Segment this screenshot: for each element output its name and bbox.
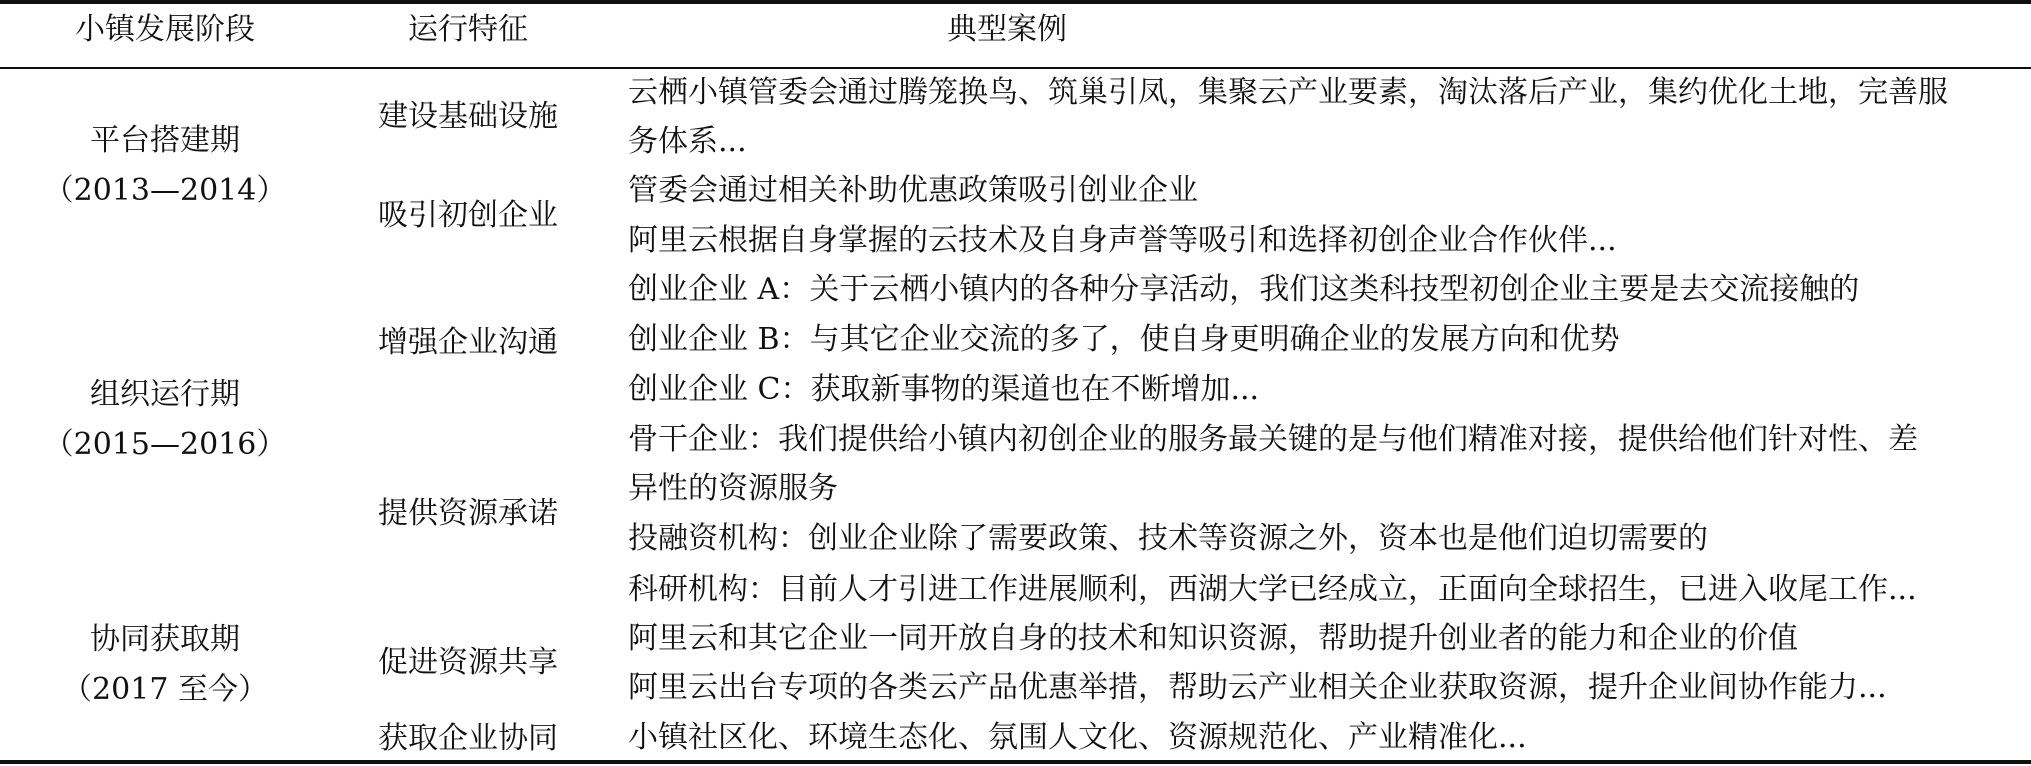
case-line: 务体系... (628, 124, 747, 159)
case-line: 小镇社区化、环境生态化、氛围人文化、资源规范化、产业精准化... (628, 720, 1527, 755)
stage-years: （2015—2016） (43, 427, 287, 462)
case-line: 骨干企业：我们提供给小镇内初创企业的服务最关键的是与他们精准对接，提供给他们针对性、差 (628, 422, 1918, 457)
case-line: 阿里云出台专项的各类云产品优惠举措，帮助云产业相关企业获取资源，提升企业间协作能力... (628, 670, 1887, 705)
feature-cell: 建设基础设施 (378, 99, 558, 134)
case-line: 创业企业 C：获取新事物的渠道也在不断增加... (628, 372, 1260, 407)
feature-cell: 提供资源承诺 (378, 496, 558, 531)
case-line: 创业企业 B：与其它企业交流的多了，使自身更明确企业的发展方向和优势 (628, 322, 1620, 357)
header-cases: 典型案例 (947, 12, 1067, 47)
table-bottom-rule (0, 760, 2031, 764)
feature-cell: 促进资源共享 (378, 645, 558, 680)
feature-cell: 获取企业协同 (378, 721, 558, 756)
case-line: 云栖小镇管委会通过腾笼换鸟、筑巢引凤，集聚云产业要素，淘汰落后产业，集约优化土地，完善服 (628, 75, 1948, 110)
table-top-rule (0, 0, 2031, 4)
header-stage: 小镇发展阶段 (75, 12, 255, 47)
case-line: 创业企业 A：关于云栖小镇内的各种分享活动，我们这类科技型初创企业主要是去交流接触的 (628, 272, 1860, 307)
case-line: 投融资机构：创业企业除了需要政策、技术等资源之外，资本也是他们迫切需要的 (628, 521, 1708, 556)
case-line: 异性的资源服务 (628, 471, 838, 506)
stage-years: （2017 至今） (62, 672, 268, 707)
stage-name: 协同获取期 (90, 622, 240, 657)
table-header-rule (0, 67, 2031, 69)
case-line: 阿里云和其它企业一同开放自身的技术和知识资源，帮助提升创业者的能力和企业的价值 (628, 621, 1798, 656)
stage-name: 平台搭建期 (90, 123, 240, 158)
case-line: 阿里云根据自身掌握的云技术及自身声誉等吸引和选择初创企业合作伙伴... (628, 223, 1617, 258)
feature-cell: 增强企业沟通 (378, 325, 558, 360)
feature-cell: 吸引初创企业 (378, 198, 558, 233)
stage-years: （2013—2014） (43, 173, 287, 208)
case-line: 管委会通过相关补助优惠政策吸引创业企业 (628, 173, 1198, 208)
header-feature: 运行特征 (408, 12, 528, 47)
stage-name: 组织运行期 (90, 377, 240, 412)
case-line: 科研机构：目前人才引进工作进展顺利，西湖大学已经成立，正面向全球招生，已进入收尾工作... (628, 572, 1917, 607)
